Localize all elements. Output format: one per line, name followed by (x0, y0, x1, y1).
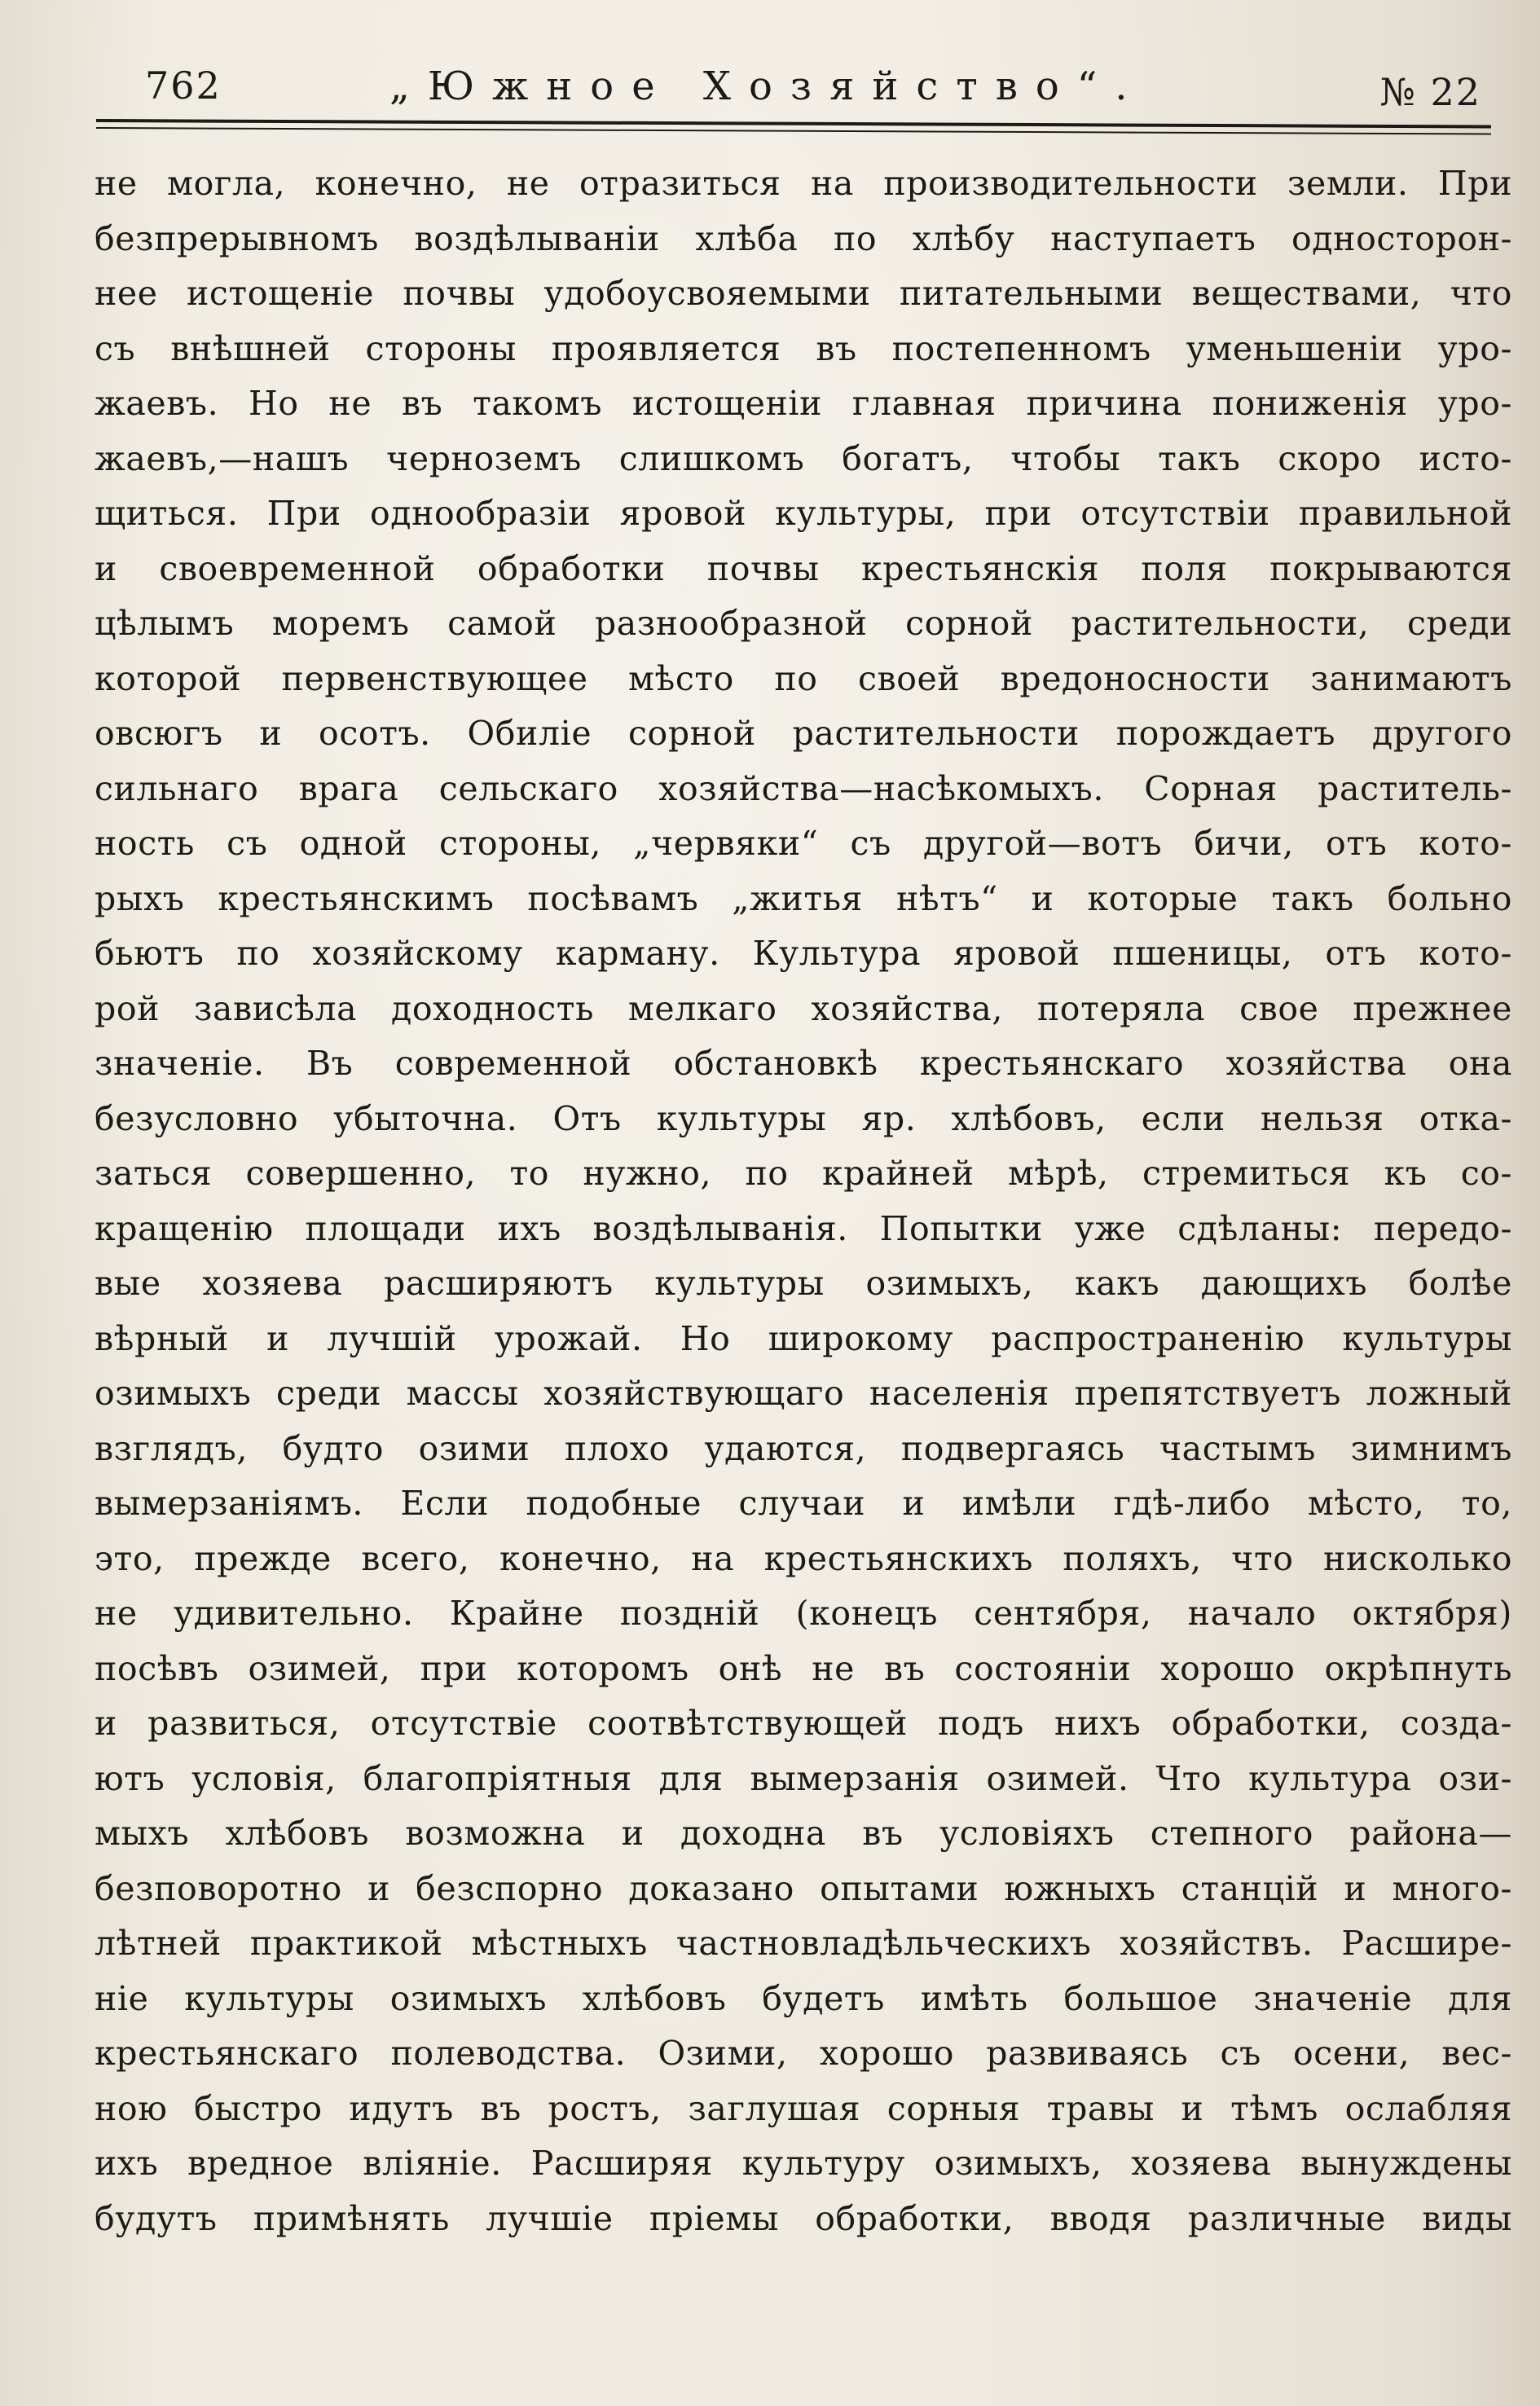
text-line: рыхъ крестьянскимъ посѣвамъ „житья нѣтъ“ и которые такъ больно (95, 878, 1512, 918)
text-line: жаевъ. Но не въ такомъ истощеніи главная причина пониженія уро- (95, 384, 1512, 423)
text-line: заться совершенно, то нужно, по крайней мѣрѣ, стремиться къ со- (95, 1154, 1512, 1193)
text-line: рой зависѣла доходность мелкаго хозяйства, потеряла свое прежнее (95, 988, 1512, 1028)
text-line: которой первенствующее мѣсто по своей вредоносности занимаютъ (95, 658, 1512, 698)
text-line: не могла, конечно, не отразиться на производительности земли. При (95, 164, 1512, 203)
text-line: лѣтней практикой мѣстныхъ частновладѣльческихъ хозяйствъ. Расшире- (95, 1924, 1512, 1963)
text-line: будутъ примѣнять лучшіе пріемы обработки, вводя различные виды (95, 2198, 1512, 2238)
text-line: крестьянскаго полеводства. Озими, хорошо развиваясь съ осени, вес- (95, 2034, 1512, 2073)
header-rule-thin (96, 127, 1491, 134)
issue-number: № 22 (1379, 70, 1481, 114)
text-line: ною быстро идутъ въ ростъ, заглушая сорныя травы и тѣмъ ослабляя (95, 2088, 1512, 2128)
text-line: посѣвъ озимей, при которомъ онѣ не въ состояніи хорошо окрѣпнуть (95, 1648, 1512, 1688)
text-line: ихъ вредное вліяніе. Расширяя культуру озимыхъ, хозяева вынуждены (95, 2144, 1512, 2183)
text-line: безповоротно и безспорно доказано опытами южныхъ станцій и много- (95, 1868, 1512, 1908)
text-line: нее истощеніе почвы удобоусвояемыми питательными веществами, что (95, 274, 1512, 313)
text-line: съ внѣшней стороны проявляется въ постепенномъ уменьшеніи уро- (95, 328, 1512, 368)
text-line: ность съ одной стороны, „червяки“ съ другой—вотъ бичи, отъ кото- (95, 824, 1512, 863)
text-line: кращенію площади ихъ воздѣлыванія. Попытки уже сдѣланы: передо- (95, 1208, 1512, 1248)
text-line: вые хозяева расширяютъ культуры озимыхъ, какъ дающихъ болѣе (95, 1264, 1512, 1303)
text-line: взглядъ, будто озими плохо удаются, подвергаясь частымъ зимнимъ (95, 1428, 1512, 1468)
text-line: это, прежде всего, конечно, на крестьянскихъ поляхъ, что нисколько (95, 1538, 1512, 1578)
text-line: бьютъ по хозяйскому карману. Культура яровой пшеницы, отъ кото- (95, 934, 1512, 973)
page-header (96, 64, 1489, 121)
text-line: и своевременной обработки почвы крестьянскія поля покрываются (95, 548, 1512, 588)
text-line: ніе культуры озимыхъ хлѣбовъ будетъ имѣть большое значеніе для (95, 1978, 1512, 2018)
text-line: вѣрный и лучшій урожай. Но широкому распространенію культуры (95, 1318, 1512, 1358)
text-line: вымерзаніямъ. Если подобные случаи и имѣли гдѣ-либо мѣсто, то, (95, 1484, 1512, 1523)
text-line: не удивительно. Крайне поздній (конецъ сентября, начало октября) (95, 1594, 1512, 1633)
text-line: озимыхъ среди массы хозяйствующаго населенія препятствуетъ ложный (95, 1374, 1512, 1413)
text-line: безусловно убыточна. Отъ культуры яр. хлѣбовъ, если нельзя отка- (95, 1098, 1512, 1138)
text-line: безпрерывномъ воздѣлываніи хлѣба по хлѣбу наступаетъ односторон- (95, 218, 1512, 258)
text-line: значеніе. Въ современной обстановкѣ крестьянскаго хозяйства она (95, 1044, 1512, 1083)
article-body (95, 156, 1512, 2246)
text-line: щиться. При однообразіи яровой культуры, при отсутствіи правильной (95, 494, 1512, 533)
text-line: мыхъ хлѣбовъ возможна и доходна въ условіяхъ степного района— (95, 1814, 1512, 1853)
text-line: ютъ условія, благопріятныя для вымерзанія озимей. Что культура ози- (95, 1758, 1512, 1798)
page-number: 762 (145, 64, 222, 108)
text-line: сильнаго врага сельскаго хозяйства—насѣкомыхъ. Сорная раститель- (95, 768, 1512, 808)
text-line: жаевъ,—нашъ черноземъ слишкомъ богатъ, чтобы такъ скоро исто- (95, 438, 1512, 478)
text-line: цѣлымъ моремъ самой разнообразной сорной растительности, среди (95, 604, 1512, 643)
text-line: овсюгъ и осотъ. Обиліе сорной растительности порождаетъ другого (95, 714, 1512, 753)
journal-title: „Южное Хозяйство“. (389, 64, 1146, 109)
text-line: и развиться, отсутствіе соотвѣтствующей подъ нихъ обработки, созда- (95, 1704, 1512, 1743)
